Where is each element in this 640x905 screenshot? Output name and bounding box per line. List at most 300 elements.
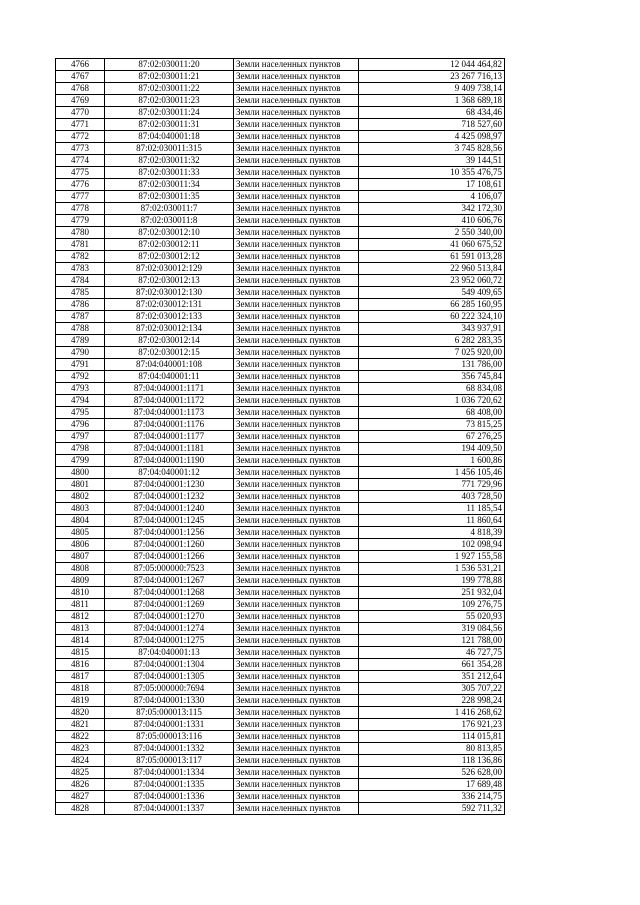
cadastral-number-cell: 87:04:040001:1334 bbox=[105, 767, 234, 779]
table-row bbox=[56, 275, 505, 287]
cadastral-number-cell: 87:04:040001:1230 bbox=[105, 479, 234, 491]
land-category-cell: Земли населенных пунктов bbox=[234, 647, 359, 659]
row-number-cell: 4790 bbox=[56, 347, 105, 359]
cadastral-number-cell: 87:05:000000:7523 bbox=[105, 563, 234, 575]
cadastral-number-cell: 87:02:030011:32 bbox=[105, 155, 234, 167]
land-category-cell: Земли населенных пунктов bbox=[234, 335, 359, 347]
row-number-cell: 4770 bbox=[56, 107, 105, 119]
land-category-cell: Земли населенных пунктов bbox=[234, 299, 359, 311]
table-row bbox=[56, 119, 505, 131]
table-row bbox=[56, 431, 505, 443]
row-number-cell: 4797 bbox=[56, 431, 105, 443]
table-row bbox=[56, 527, 505, 539]
land-category-cell: Земли населенных пунктов bbox=[234, 83, 359, 95]
row-number-cell: 4777 bbox=[56, 191, 105, 203]
land-category-cell: Земли населенных пунктов bbox=[234, 347, 359, 359]
land-category-cell: Земли населенных пунктов bbox=[234, 215, 359, 227]
land-category-cell: Земли населенных пунктов bbox=[234, 263, 359, 275]
land-category-cell: Земли населенных пунктов bbox=[234, 491, 359, 503]
land-category-cell: Земли населенных пунктов bbox=[234, 671, 359, 683]
table-row bbox=[56, 479, 505, 491]
cadastral-number-cell: 87:04:040001:1260 bbox=[105, 539, 234, 551]
cadastral-value-cell: 118 136,86 bbox=[359, 755, 505, 767]
cadastral-number-cell: 87:02:030012:11 bbox=[105, 239, 234, 251]
land-category-cell: Земли населенных пунктов bbox=[234, 323, 359, 335]
land-category-cell: Земли населенных пунктов bbox=[234, 563, 359, 575]
cadastral-value-cell: 46 727,75 bbox=[359, 647, 505, 659]
land-category-cell: Земли населенных пунктов bbox=[234, 371, 359, 383]
row-number-cell: 4786 bbox=[56, 299, 105, 311]
cadastral-number-cell: 87:04:040001:11 bbox=[105, 371, 234, 383]
table-row bbox=[56, 635, 505, 647]
cadastral-value-cell: 68 834,08 bbox=[359, 383, 505, 395]
row-number-cell: 4784 bbox=[56, 275, 105, 287]
land-category-cell: Земли населенных пунктов bbox=[234, 515, 359, 527]
cadastral-value-cell: 342 172,30 bbox=[359, 203, 505, 215]
cadastral-number-cell: 87:04:040001:1176 bbox=[105, 419, 234, 431]
cadastral-value-cell: 41 060 675,52 bbox=[359, 239, 505, 251]
cadastral-value-cell: 356 745,84 bbox=[359, 371, 505, 383]
cadastral-value-cell: 718 527,60 bbox=[359, 119, 505, 131]
row-number-cell: 4819 bbox=[56, 695, 105, 707]
row-number-cell: 4787 bbox=[56, 311, 105, 323]
row-number-cell: 4817 bbox=[56, 671, 105, 683]
row-number-cell: 4781 bbox=[56, 239, 105, 251]
cadastral-value-cell: 351 212,64 bbox=[359, 671, 505, 683]
row-number-cell: 4815 bbox=[56, 647, 105, 659]
cadastral-value-cell: 4 425 098,97 bbox=[359, 131, 505, 143]
cadastral-value-cell: 55 020,93 bbox=[359, 611, 505, 623]
cadastral-value-cell: 10 355 476,75 bbox=[359, 167, 505, 179]
table-row bbox=[56, 299, 505, 311]
cadastral-number-cell: 87:02:030011:8 bbox=[105, 215, 234, 227]
cadastral-number-cell: 87:04:040001:1181 bbox=[105, 443, 234, 455]
cadastral-number-cell: 87:04:040001:13 bbox=[105, 647, 234, 659]
cadastral-number-cell: 87:04:040001:108 bbox=[105, 359, 234, 371]
row-number-cell: 4809 bbox=[56, 575, 105, 587]
document-page bbox=[55, 58, 505, 815]
row-number-cell: 4771 bbox=[56, 119, 105, 131]
cadastral-number-cell: 87:02:030011:21 bbox=[105, 71, 234, 83]
cadastral-value-cell: 61 591 013,28 bbox=[359, 251, 505, 263]
cadastral-value-cell: 102 098,94 bbox=[359, 539, 505, 551]
row-number-cell: 4768 bbox=[56, 83, 105, 95]
row-number-cell: 4810 bbox=[56, 587, 105, 599]
land-category-cell: Земли населенных пунктов bbox=[234, 407, 359, 419]
cadastral-number-cell: 87:02:030012:15 bbox=[105, 347, 234, 359]
cadastral-number-cell: 87:04:040001:1337 bbox=[105, 803, 234, 815]
land-category-cell: Земли населенных пунктов bbox=[234, 71, 359, 83]
row-number-cell: 4818 bbox=[56, 683, 105, 695]
cadastral-value-cell: 68 434,46 bbox=[359, 107, 505, 119]
row-number-cell: 4808 bbox=[56, 563, 105, 575]
table-row bbox=[56, 155, 505, 167]
cadastral-value-cell: 80 813,85 bbox=[359, 743, 505, 755]
table-row bbox=[56, 371, 505, 383]
cadastral-value-cell: 12 044 464,82 bbox=[359, 59, 505, 71]
table-row bbox=[56, 599, 505, 611]
land-category-cell: Земли населенных пунктов bbox=[234, 311, 359, 323]
table-row bbox=[56, 191, 505, 203]
cadastral-value-cell: 194 409,50 bbox=[359, 443, 505, 455]
row-number-cell: 4792 bbox=[56, 371, 105, 383]
row-number-cell: 4772 bbox=[56, 131, 105, 143]
land-category-cell: Земли населенных пунктов bbox=[234, 767, 359, 779]
table-row bbox=[56, 143, 505, 155]
table-row bbox=[56, 323, 505, 335]
cadastral-value-cell: 343 937,91 bbox=[359, 323, 505, 335]
land-category-cell: Земли населенных пунктов bbox=[234, 107, 359, 119]
row-number-cell: 4827 bbox=[56, 791, 105, 803]
land-category-cell: Земли населенных пунктов bbox=[234, 443, 359, 455]
table-row bbox=[56, 767, 505, 779]
row-number-cell: 4822 bbox=[56, 731, 105, 743]
table-row bbox=[56, 335, 505, 347]
table-row bbox=[56, 563, 505, 575]
table-row bbox=[56, 707, 505, 719]
table-row bbox=[56, 719, 505, 731]
land-category-cell: Земли населенных пунктов bbox=[234, 587, 359, 599]
land-category-cell: Земли населенных пунктов bbox=[234, 227, 359, 239]
row-number-cell: 4789 bbox=[56, 335, 105, 347]
cadastral-value-cell: 410 606,76 bbox=[359, 215, 505, 227]
row-number-cell: 4766 bbox=[56, 59, 105, 71]
cadastral-value-cell: 17 689,48 bbox=[359, 779, 505, 791]
table-row bbox=[56, 551, 505, 563]
cadastral-value-cell: 1 416 268,62 bbox=[359, 707, 505, 719]
table-row bbox=[56, 803, 505, 815]
cadastral-value-cell: 9 409 738,14 bbox=[359, 83, 505, 95]
cadastral-value-cell: 1 927 155,58 bbox=[359, 551, 505, 563]
row-number-cell: 4774 bbox=[56, 155, 105, 167]
land-category-cell: Земли населенных пунктов bbox=[234, 575, 359, 587]
cadastral-number-cell: 87:02:030012:131 bbox=[105, 299, 234, 311]
cadastral-value-cell: 66 285 160,95 bbox=[359, 299, 505, 311]
land-category-cell: Земли населенных пунктов bbox=[234, 539, 359, 551]
table-row bbox=[56, 347, 505, 359]
cadastral-value-cell: 22 960 513,84 bbox=[359, 263, 505, 275]
row-number-cell: 4802 bbox=[56, 491, 105, 503]
row-number-cell: 4811 bbox=[56, 599, 105, 611]
row-number-cell: 4820 bbox=[56, 707, 105, 719]
land-category-cell: Земли населенных пунктов bbox=[234, 287, 359, 299]
cadastral-value-cell: 403 728,50 bbox=[359, 491, 505, 503]
row-number-cell: 4795 bbox=[56, 407, 105, 419]
row-number-cell: 4780 bbox=[56, 227, 105, 239]
cadastral-value-table bbox=[55, 58, 505, 815]
land-category-cell: Земли населенных пунктов bbox=[234, 635, 359, 647]
table-row bbox=[56, 215, 505, 227]
table-row bbox=[56, 515, 505, 527]
row-number-cell: 4798 bbox=[56, 443, 105, 455]
land-category-cell: Земли населенных пунктов bbox=[234, 695, 359, 707]
cadastral-number-cell: 87:02:030012:133 bbox=[105, 311, 234, 323]
cadastral-value-cell: 23 952 060,72 bbox=[359, 275, 505, 287]
row-number-cell: 4828 bbox=[56, 803, 105, 815]
cadastral-number-cell: 87:04:040001:18 bbox=[105, 131, 234, 143]
land-category-cell: Земли населенных пунктов bbox=[234, 119, 359, 131]
land-category-cell: Земли населенных пунктов bbox=[234, 551, 359, 563]
row-number-cell: 4793 bbox=[56, 383, 105, 395]
cadastral-number-cell: 87:02:030012:130 bbox=[105, 287, 234, 299]
cadastral-value-cell: 7 025 920,00 bbox=[359, 347, 505, 359]
cadastral-number-cell: 87:05:000013:117 bbox=[105, 755, 234, 767]
cadastral-number-cell: 87:04:040001:1240 bbox=[105, 503, 234, 515]
table-row bbox=[56, 455, 505, 467]
cadastral-number-cell: 87:04:040001:1305 bbox=[105, 671, 234, 683]
cadastral-value-cell: 1 600,86 bbox=[359, 455, 505, 467]
cadastral-number-cell: 87:04:040001:1269 bbox=[105, 599, 234, 611]
cadastral-number-cell: 87:02:030012:13 bbox=[105, 275, 234, 287]
table-row bbox=[56, 659, 505, 671]
cadastral-value-cell: 17 108,61 bbox=[359, 179, 505, 191]
cadastral-number-cell: 87:05:000013:115 bbox=[105, 707, 234, 719]
row-number-cell: 4821 bbox=[56, 719, 105, 731]
cadastral-value-cell: 109 276,75 bbox=[359, 599, 505, 611]
row-number-cell: 4791 bbox=[56, 359, 105, 371]
table-row bbox=[56, 71, 505, 83]
table-row bbox=[56, 491, 505, 503]
cadastral-number-cell: 87:02:030012:10 bbox=[105, 227, 234, 239]
row-number-cell: 4805 bbox=[56, 527, 105, 539]
table-row bbox=[56, 95, 505, 107]
cadastral-number-cell: 87:02:030011:20 bbox=[105, 59, 234, 71]
cadastral-value-cell: 11 860,64 bbox=[359, 515, 505, 527]
land-category-cell: Земли населенных пунктов bbox=[234, 479, 359, 491]
table-row bbox=[56, 779, 505, 791]
cadastral-number-cell: 87:02:030011:33 bbox=[105, 167, 234, 179]
land-category-cell: Земли населенных пунктов bbox=[234, 95, 359, 107]
row-number-cell: 4799 bbox=[56, 455, 105, 467]
cadastral-value-cell: 4 818,39 bbox=[359, 527, 505, 539]
table-row bbox=[56, 743, 505, 755]
land-category-cell: Земли населенных пунктов bbox=[234, 239, 359, 251]
row-number-cell: 4800 bbox=[56, 467, 105, 479]
table-row bbox=[56, 503, 505, 515]
table-row bbox=[56, 755, 505, 767]
table-row bbox=[56, 731, 505, 743]
cadastral-number-cell: 87:04:040001:1267 bbox=[105, 575, 234, 587]
land-category-cell: Земли населенных пунктов bbox=[234, 203, 359, 215]
table-row bbox=[56, 311, 505, 323]
cadastral-value-cell: 114 015,81 bbox=[359, 731, 505, 743]
cadastral-value-cell: 1 036 720,62 bbox=[359, 395, 505, 407]
cadastral-number-cell: 87:04:040001:1190 bbox=[105, 455, 234, 467]
land-category-cell: Земли населенных пунктов bbox=[234, 155, 359, 167]
row-number-cell: 4824 bbox=[56, 755, 105, 767]
row-number-cell: 4807 bbox=[56, 551, 105, 563]
table-row bbox=[56, 695, 505, 707]
table-row bbox=[56, 539, 505, 551]
cadastral-number-cell: 87:04:040001:1232 bbox=[105, 491, 234, 503]
cadastral-number-cell: 87:02:030011:23 bbox=[105, 95, 234, 107]
cadastral-value-cell: 4 106,07 bbox=[359, 191, 505, 203]
land-category-cell: Земли населенных пунктов bbox=[234, 791, 359, 803]
cadastral-number-cell: 87:04:040001:1171 bbox=[105, 383, 234, 395]
cadastral-value-cell: 526 628,00 bbox=[359, 767, 505, 779]
cadastral-value-cell: 23 267 716,13 bbox=[359, 71, 505, 83]
cadastral-number-cell: 87:02:030012:134 bbox=[105, 323, 234, 335]
cadastral-number-cell: 87:04:040001:1256 bbox=[105, 527, 234, 539]
table-row bbox=[56, 83, 505, 95]
cadastral-value-cell: 661 354,28 bbox=[359, 659, 505, 671]
row-number-cell: 4826 bbox=[56, 779, 105, 791]
cadastral-number-cell: 87:02:030011:34 bbox=[105, 179, 234, 191]
table-row bbox=[56, 407, 505, 419]
cadastral-number-cell: 87:04:040001:1336 bbox=[105, 791, 234, 803]
cadastral-number-cell: 87:02:030011:7 bbox=[105, 203, 234, 215]
cadastral-number-cell: 87:04:040001:1274 bbox=[105, 623, 234, 635]
row-number-cell: 4813 bbox=[56, 623, 105, 635]
cadastral-number-cell: 87:02:030011:31 bbox=[105, 119, 234, 131]
cadastral-number-cell: 87:05:000000:7694 bbox=[105, 683, 234, 695]
cadastral-number-cell: 87:04:040001:12 bbox=[105, 467, 234, 479]
cadastral-number-cell: 87:04:040001:1275 bbox=[105, 635, 234, 647]
cadastral-value-cell: 251 932,04 bbox=[359, 587, 505, 599]
cadastral-number-cell: 87:04:040001:1270 bbox=[105, 611, 234, 623]
row-number-cell: 4823 bbox=[56, 743, 105, 755]
land-category-cell: Земли населенных пунктов bbox=[234, 683, 359, 695]
row-number-cell: 4806 bbox=[56, 539, 105, 551]
table-row bbox=[56, 647, 505, 659]
land-category-cell: Земли населенных пунктов bbox=[234, 431, 359, 443]
land-category-cell: Земли населенных пунктов bbox=[234, 131, 359, 143]
table-body bbox=[56, 59, 505, 815]
table-row bbox=[56, 683, 505, 695]
row-number-cell: 4773 bbox=[56, 143, 105, 155]
cadastral-number-cell: 87:04:040001:1172 bbox=[105, 395, 234, 407]
cadastral-value-cell: 1 456 105,46 bbox=[359, 467, 505, 479]
cadastral-number-cell: 87:02:030012:14 bbox=[105, 335, 234, 347]
cadastral-number-cell: 87:02:030011:35 bbox=[105, 191, 234, 203]
table-row bbox=[56, 359, 505, 371]
cadastral-value-cell: 3 745 828,56 bbox=[359, 143, 505, 155]
land-category-cell: Земли населенных пунктов bbox=[234, 191, 359, 203]
cadastral-number-cell: 87:02:030012:12 bbox=[105, 251, 234, 263]
cadastral-number-cell: 87:04:040001:1177 bbox=[105, 431, 234, 443]
row-number-cell: 4804 bbox=[56, 515, 105, 527]
row-number-cell: 4814 bbox=[56, 635, 105, 647]
cadastral-value-cell: 67 276,25 bbox=[359, 431, 505, 443]
cadastral-value-cell: 1 536 531,21 bbox=[359, 563, 505, 575]
row-number-cell: 4816 bbox=[56, 659, 105, 671]
table-row bbox=[56, 623, 505, 635]
land-category-cell: Земли населенных пунктов bbox=[234, 743, 359, 755]
row-number-cell: 4778 bbox=[56, 203, 105, 215]
land-category-cell: Земли населенных пунктов bbox=[234, 731, 359, 743]
row-number-cell: 4825 bbox=[56, 767, 105, 779]
land-category-cell: Земли населенных пунктов bbox=[234, 383, 359, 395]
land-category-cell: Земли населенных пунктов bbox=[234, 395, 359, 407]
table-row bbox=[56, 443, 505, 455]
cadastral-value-cell: 199 778,88 bbox=[359, 575, 505, 587]
cadastral-value-cell: 39 144,51 bbox=[359, 155, 505, 167]
table-row bbox=[56, 287, 505, 299]
land-category-cell: Земли населенных пунктов bbox=[234, 455, 359, 467]
cadastral-number-cell: 87:04:040001:1332 bbox=[105, 743, 234, 755]
cadastral-value-cell: 305 707,22 bbox=[359, 683, 505, 695]
cadastral-number-cell: 87:04:040001:1173 bbox=[105, 407, 234, 419]
row-number-cell: 4776 bbox=[56, 179, 105, 191]
cadastral-value-cell: 73 815,25 bbox=[359, 419, 505, 431]
cadastral-value-cell: 228 998,24 bbox=[359, 695, 505, 707]
row-number-cell: 4794 bbox=[56, 395, 105, 407]
table-row bbox=[56, 59, 505, 71]
cadastral-number-cell: 87:04:040001:1245 bbox=[105, 515, 234, 527]
table-row bbox=[56, 395, 505, 407]
cadastral-value-cell: 771 729,96 bbox=[359, 479, 505, 491]
cadastral-value-cell: 60 222 324,10 bbox=[359, 311, 505, 323]
cadastral-value-cell: 1 368 689,18 bbox=[359, 95, 505, 107]
cadastral-value-cell: 2 550 340,00 bbox=[359, 227, 505, 239]
table-row bbox=[56, 383, 505, 395]
row-number-cell: 4767 bbox=[56, 71, 105, 83]
table-row bbox=[56, 467, 505, 479]
table-row bbox=[56, 791, 505, 803]
table-row bbox=[56, 239, 505, 251]
cadastral-value-cell: 121 788,00 bbox=[359, 635, 505, 647]
cadastral-value-cell: 131 786,00 bbox=[359, 359, 505, 371]
cadastral-number-cell: 87:04:040001:1335 bbox=[105, 779, 234, 791]
cadastral-value-cell: 319 084,56 bbox=[359, 623, 505, 635]
table-row bbox=[56, 611, 505, 623]
land-category-cell: Земли населенных пунктов bbox=[234, 707, 359, 719]
cadastral-number-cell: 87:05:000013:116 bbox=[105, 731, 234, 743]
land-category-cell: Земли населенных пунктов bbox=[234, 167, 359, 179]
cadastral-number-cell: 87:02:030011:22 bbox=[105, 83, 234, 95]
land-category-cell: Земли населенных пунктов bbox=[234, 599, 359, 611]
cadastral-number-cell: 87:02:030011:315 bbox=[105, 143, 234, 155]
row-number-cell: 4812 bbox=[56, 611, 105, 623]
table-row bbox=[56, 227, 505, 239]
cadastral-number-cell: 87:04:040001:1330 bbox=[105, 695, 234, 707]
row-number-cell: 4803 bbox=[56, 503, 105, 515]
cadastral-value-cell: 6 282 283,35 bbox=[359, 335, 505, 347]
row-number-cell: 4801 bbox=[56, 479, 105, 491]
land-category-cell: Земли населенных пунктов bbox=[234, 659, 359, 671]
land-category-cell: Земли населенных пунктов bbox=[234, 179, 359, 191]
table-row bbox=[56, 251, 505, 263]
land-category-cell: Земли населенных пунктов bbox=[234, 803, 359, 815]
cadastral-number-cell: 87:04:040001:1304 bbox=[105, 659, 234, 671]
land-category-cell: Земли населенных пунктов bbox=[234, 359, 359, 371]
table-row bbox=[56, 575, 505, 587]
land-category-cell: Земли населенных пунктов bbox=[234, 251, 359, 263]
cadastral-value-cell: 336 214,75 bbox=[359, 791, 505, 803]
cadastral-value-cell: 176 921,23 bbox=[359, 719, 505, 731]
table-row bbox=[56, 179, 505, 191]
table-row bbox=[56, 263, 505, 275]
row-number-cell: 4783 bbox=[56, 263, 105, 275]
row-number-cell: 4785 bbox=[56, 287, 105, 299]
table-row bbox=[56, 131, 505, 143]
cadastral-number-cell: 87:02:030012:129 bbox=[105, 263, 234, 275]
cadastral-number-cell: 87:04:040001:1268 bbox=[105, 587, 234, 599]
table-row bbox=[56, 671, 505, 683]
land-category-cell: Земли населенных пунктов bbox=[234, 779, 359, 791]
land-category-cell: Земли населенных пунктов bbox=[234, 719, 359, 731]
land-category-cell: Земли населенных пунктов bbox=[234, 59, 359, 71]
cadastral-number-cell: 87:02:030011:24 bbox=[105, 107, 234, 119]
land-category-cell: Земли населенных пунктов bbox=[234, 143, 359, 155]
table-row bbox=[56, 419, 505, 431]
table-row bbox=[56, 587, 505, 599]
row-number-cell: 4769 bbox=[56, 95, 105, 107]
row-number-cell: 4779 bbox=[56, 215, 105, 227]
land-category-cell: Земли населенных пунктов bbox=[234, 755, 359, 767]
land-category-cell: Земли населенных пунктов bbox=[234, 623, 359, 635]
cadastral-value-cell: 11 185,54 bbox=[359, 503, 505, 515]
